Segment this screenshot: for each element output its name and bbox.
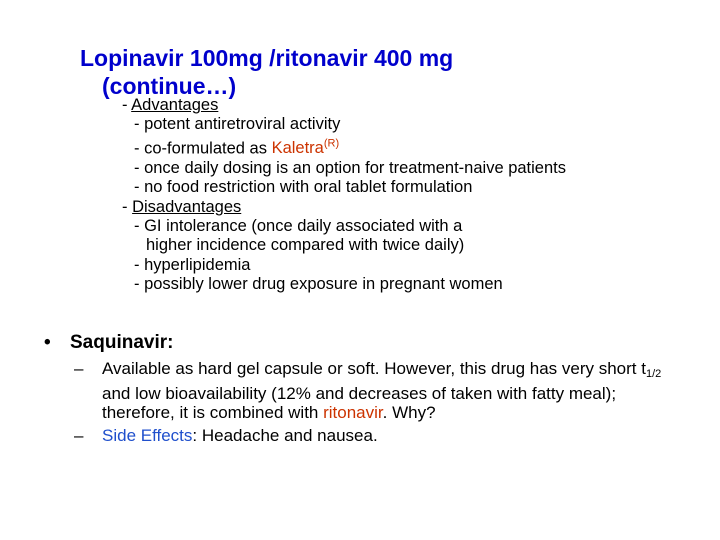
dash-marker: –	[74, 426, 84, 445]
saquinavir-side-effects	[74, 426, 674, 445]
advantage-item-text: - co-formulated as	[134, 139, 272, 158]
advantages-heading: Advantages	[131, 96, 219, 114]
registered-mark: (R)	[323, 137, 340, 150]
saquinavir-heading: Saquinavir:	[70, 332, 174, 353]
saquinavir-availability	[74, 359, 674, 422]
disadvantage-item: - GI intolerance (once daily associated with a	[134, 216, 463, 235]
title-line-2: (continue…)	[102, 73, 237, 99]
disadvantage-item-continued: higher incidence compared with twice daily)	[146, 236, 465, 255]
disadvantages-heading: Disadvantages	[132, 197, 242, 216]
advantages-prefix: -	[122, 96, 132, 114]
side-effects-label: Side Effects	[102, 426, 193, 445]
half-life-subscript: 1/2	[645, 368, 662, 380]
saquinavir-details	[74, 359, 674, 445]
kaletra-brand	[272, 139, 340, 157]
title-line-1: Lopinavir 100mg /ritonavir 400 mg	[80, 45, 454, 71]
lopinavir-details	[122, 96, 702, 295]
disadvantages-heading-row	[122, 198, 702, 217]
advantage-item: - potent antiretroviral activity	[134, 115, 341, 134]
advantage-item: - no food restriction with oral tablet formulation	[134, 178, 473, 197]
availability-text-b: and low bioavailability (12% and decreases of taken with fatty meal); therefore, it is combined with	[102, 384, 617, 422]
disadvantage-item: - hyperlipidemia	[134, 255, 251, 274]
saquinavir-bullet	[44, 331, 173, 355]
availability-text-a: Available as hard gel capsule or soft. However, this drug has very short t	[102, 359, 646, 378]
advantage-item-coformulated	[122, 135, 702, 159]
bullet-dot: •	[44, 332, 51, 353]
ritonavir-highlight: ritonavir	[323, 403, 383, 422]
disadvantages-prefix: -	[122, 197, 133, 216]
brand-name: Kaletra	[271, 139, 324, 158]
dash-marker: –	[74, 359, 84, 378]
disadvantage-item: - possibly lower drug exposure in pregnant women	[134, 275, 503, 294]
advantages-heading-row	[122, 96, 702, 115]
side-effects-text: : Headache and nausea.	[192, 426, 378, 445]
slide-title	[80, 44, 640, 100]
advantage-item: - once daily dosing is an option for treatment-naive patients	[134, 158, 566, 177]
availability-text-c: . Why?	[382, 403, 436, 422]
